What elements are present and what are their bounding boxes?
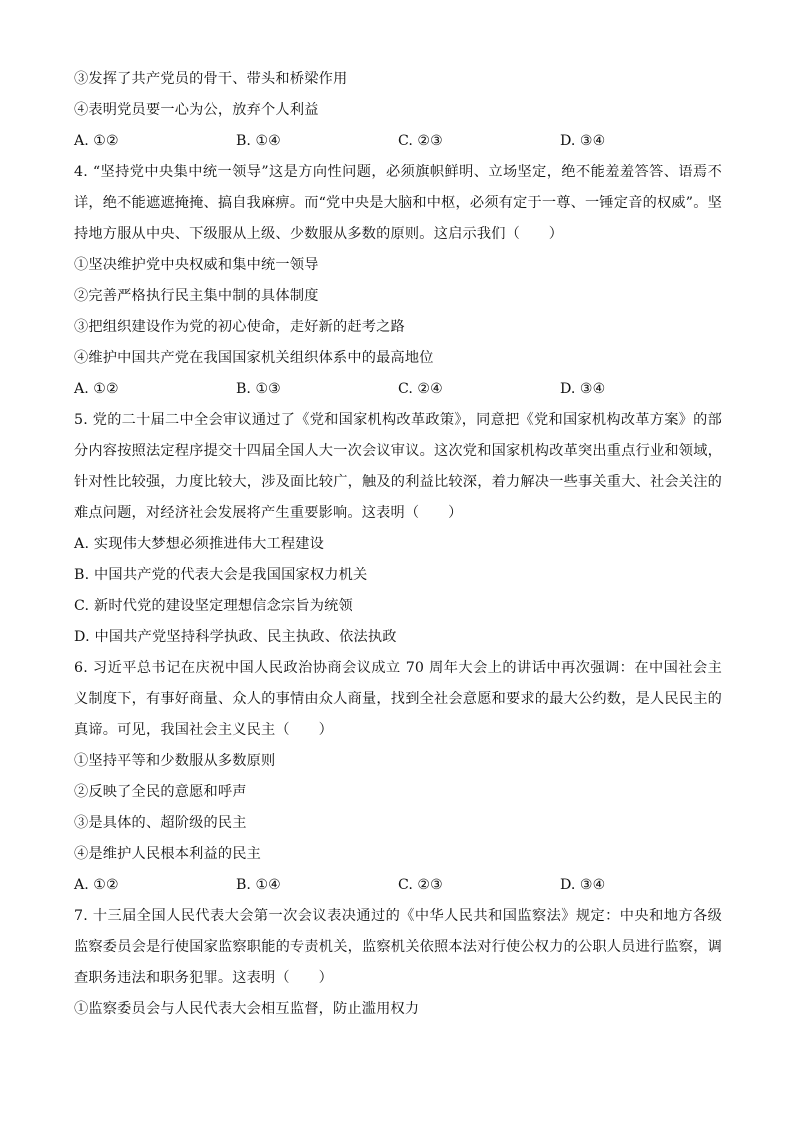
q4-item-3: ③把组织建设作为党的初心使命，走好新的赶考之路 bbox=[74, 319, 405, 335]
q3-item-4: ④表明党员要一心为公，放弃个人利益 bbox=[74, 102, 319, 118]
q7-stem: 7. 十三届全国人民代表大会第一次会议表决通过的《中华人民共和国监察法》规定：中央和地方各级监察委员会是行使国家监察职能的专责机关，监察机关依照本法对行使公权力的公职人员进行监察，调查职务违法和职务犯罪。这表明（ ） bbox=[74, 908, 722, 986]
q3-option-a: A. ①② bbox=[74, 133, 119, 149]
q4-options bbox=[74, 374, 722, 405]
q6-options bbox=[74, 870, 722, 901]
q6-item-3: ③是具体的、超阶级的民主 bbox=[74, 815, 247, 831]
q6-option-d: D. ③④ bbox=[560, 877, 606, 893]
q4-stem: 4. “坚持党中央集中统一领导”这是方向性问题，必须旗帜鲜明、立场坚定，绝不能羞羞答答、语焉不详，绝不能遮遮掩掩、搞自我麻痹。而“党中央是大脑和中枢，必须有定于一尊、一锤定音的权威”。坚持地方服从中央、下级服从上级、少数服从多数的原则。这启示我们（ ） bbox=[74, 164, 722, 242]
q3-options bbox=[74, 126, 722, 157]
q4-item-1: ①坚决维护党中央权威和集中统一领导 bbox=[74, 257, 319, 273]
q3-option-c: C. ②③ bbox=[398, 133, 443, 149]
q6-item-1: ①坚持平等和少数服从多数原则 bbox=[74, 753, 276, 769]
q4-option-c: C. ②④ bbox=[398, 381, 443, 397]
q4-option-b: B. ①③ bbox=[236, 381, 281, 397]
q3-item-3: ③发挥了共产党员的骨干、带头和桥梁作用 bbox=[74, 71, 348, 87]
q6-item-4: ④是维护人民根本利益的民主 bbox=[74, 846, 262, 862]
q6-stem: 6. 习近平总书记在庆祝中国人民政治协商会议成立 70 周年大会上的讲话中再次强调：在中国社会主义制度下，有事好商量、众人的事情由众人商量，找到全社会意愿和要求的最大公约数，是人民民主的真谛。可见，我国社会主义民主（ ） bbox=[74, 660, 722, 738]
q5-choice-a: A. 实现伟大梦想必须推进伟大工程建设 bbox=[74, 536, 325, 552]
q5-choice-b: B. 中国共产党的代表大会是我国国家权力机关 bbox=[74, 567, 368, 583]
q5-choice-c: C. 新时代党的建设坚定理想信念宗旨为统领 bbox=[74, 598, 353, 614]
q6-item-2: ②反映了全民的意愿和呼声 bbox=[74, 784, 247, 800]
q4-option-a: A. ①② bbox=[74, 381, 119, 397]
page-content bbox=[74, 64, 722, 1025]
q6-option-c: C. ②③ bbox=[398, 877, 443, 893]
q4-option-d: D. ③④ bbox=[560, 381, 606, 397]
q6-option-b: B. ①④ bbox=[236, 877, 281, 893]
q5-stem: 5. 党的二十届二中全会审议通过了《党和国家机构改革政策》，同意把《党和国家机构改革方案》的部分内容按照法定程序提交十四届全国人大一次会议审议。这次党和国家机构改革突出重点行业和领域，针对性比较强，力度比较大，涉及面比较广，触及的利益比较深，着力解决一些事关重大、社会关注的难点问题，对经济社会发展将产生重要影响。这表明（ ） bbox=[74, 412, 722, 521]
q4-item-4: ④维护中国共产党在我国国家机关组织体系中的最高地位 bbox=[74, 350, 434, 366]
q5-choice-d: D. 中国共产党坚持科学执政、民主执政、依法执政 bbox=[74, 629, 397, 645]
q3-option-b: B. ①④ bbox=[236, 133, 281, 149]
q7-item-1: ①监察委员会与人民代表大会相互监督，防止滥用权力 bbox=[74, 1001, 420, 1017]
q6-option-a: A. ①② bbox=[74, 877, 119, 893]
q4-item-2: ②完善严格执行民主集中制的具体制度 bbox=[74, 288, 319, 304]
q3-option-d: D. ③④ bbox=[560, 133, 606, 149]
